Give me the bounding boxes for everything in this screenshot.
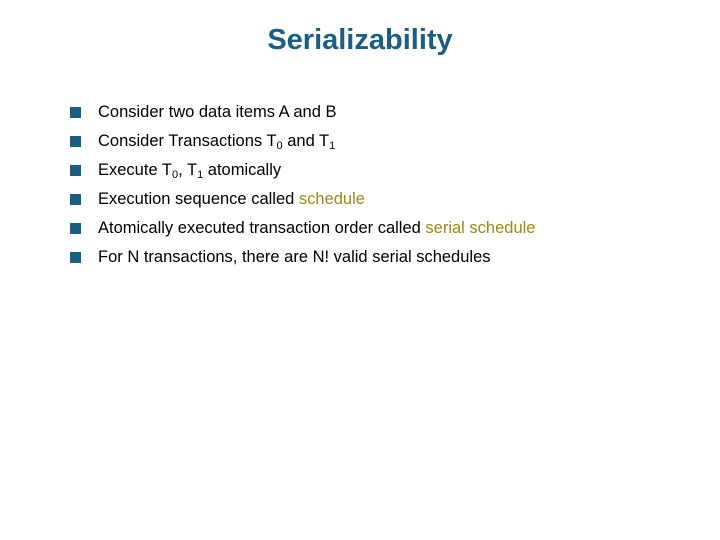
square-bullet-icon — [70, 107, 81, 118]
bullet-item — [70, 156, 690, 185]
subscript: 0 — [276, 140, 283, 152]
bullet-item — [70, 185, 690, 214]
bullet-text-part: Execution sequence called — [98, 190, 299, 208]
subscript: 0 — [171, 169, 179, 181]
bullet-text — [98, 161, 281, 180]
bullet-item — [70, 98, 690, 127]
bullet-text-part: Atomically executed transaction order called — [98, 219, 426, 237]
bullet-item — [70, 214, 690, 243]
bullet-text-part: and T — [282, 132, 330, 150]
square-bullet-icon — [70, 194, 81, 205]
bullet-item — [70, 127, 690, 156]
bullet-item — [70, 243, 690, 272]
bullet-text-part: Consider Transactions T — [98, 132, 277, 150]
bullet-text: Consider two data items A and B — [98, 103, 337, 121]
bullet-text — [98, 190, 365, 209]
bullet-text-part: , T — [178, 161, 198, 179]
subscript: 1 — [197, 169, 204, 181]
bullet-text-part: Execute T — [98, 161, 172, 179]
square-bullet-icon — [70, 223, 81, 234]
subscript: 1 — [329, 140, 336, 152]
bullet-text — [98, 132, 335, 151]
bullet-text-part: atomically — [203, 161, 282, 179]
bullet-text — [98, 219, 535, 238]
bullet-text: For N transactions, there are N! valid serial schedules — [98, 248, 491, 266]
bullet-list — [70, 98, 690, 272]
highlighted-term: schedule — [298, 190, 365, 208]
highlighted-term: serial schedule — [425, 219, 536, 237]
square-bullet-icon — [70, 252, 81, 263]
slide-title: Serializability — [267, 24, 453, 56]
square-bullet-icon — [70, 136, 81, 147]
square-bullet-icon — [70, 165, 81, 176]
